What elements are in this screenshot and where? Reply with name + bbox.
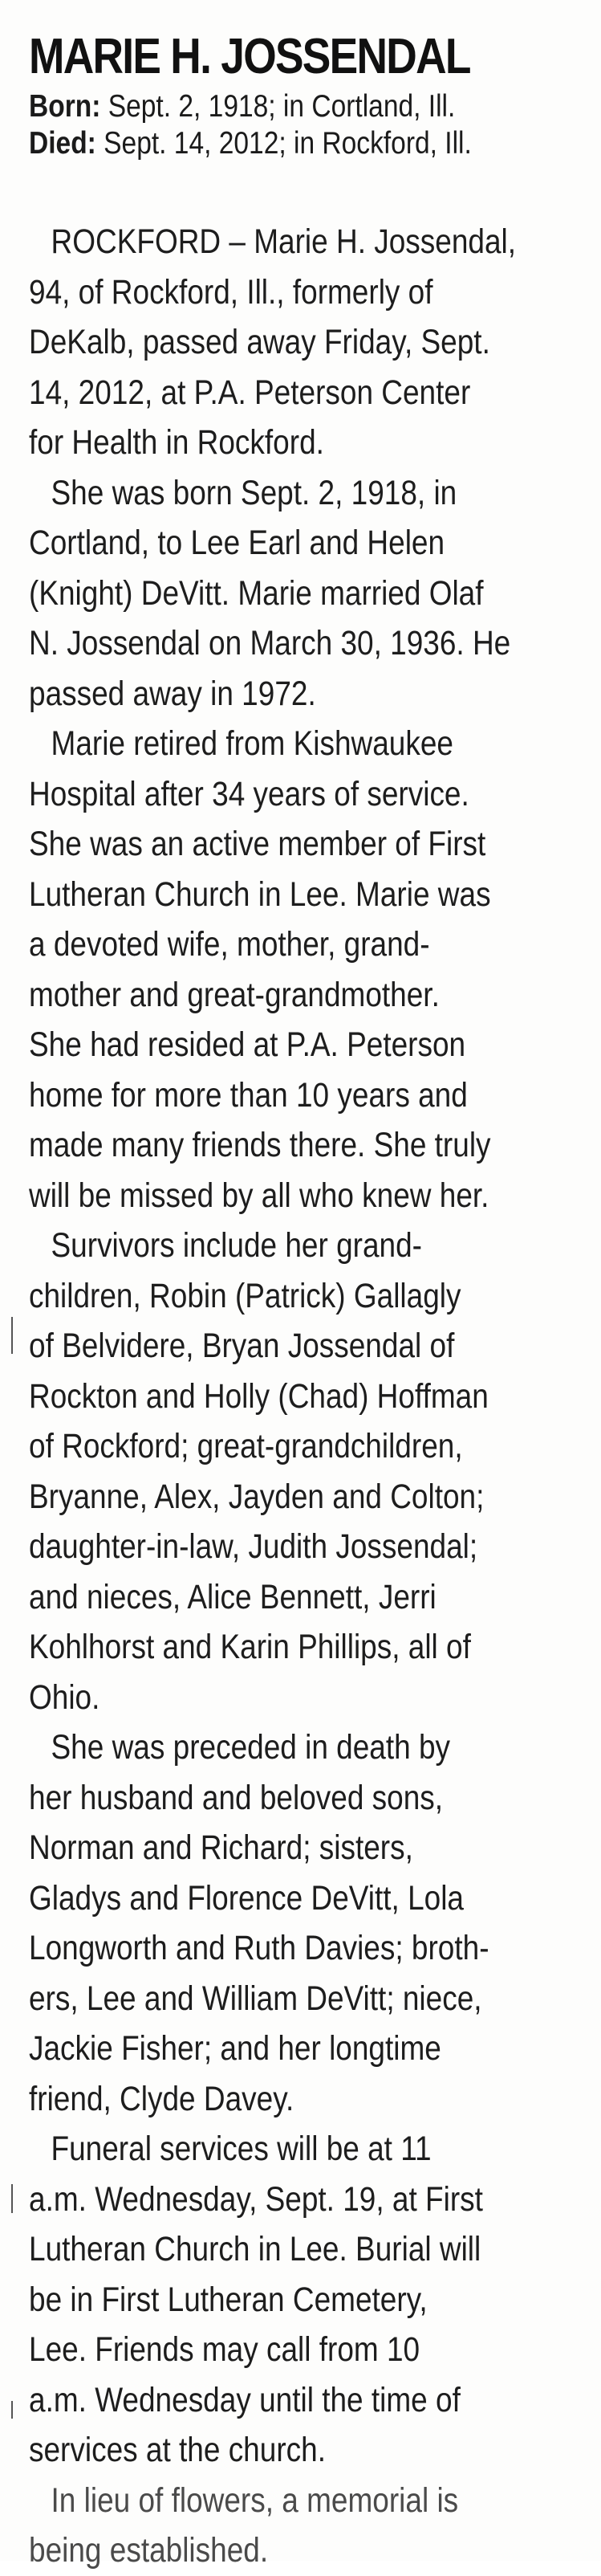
paragraph-line: friend, Clyde Davey. <box>29 2079 294 2118</box>
paragraph-line: services at the church. <box>29 2431 326 2469</box>
obituary-paragraph <box>29 1221 582 1722</box>
paragraph-line: be in First Lutheran Cemetery, <box>29 2280 428 2319</box>
paragraph-line: Longworth and Ruth Davies; broth- <box>29 1929 489 1967</box>
paragraph-line: for Health in Rockford. <box>29 423 324 462</box>
paragraph-line: being established. <box>29 2531 269 2570</box>
paragraph-line: children, Robin (Patrick) Gallagly <box>29 1276 461 1315</box>
paragraph-line: Funeral services will be at 11 <box>51 2130 432 2168</box>
paragraph-line: She was an active member of First <box>29 825 486 863</box>
paragraph-line: and nieces, Alice Bennett, Jerri <box>29 1577 437 1616</box>
paragraph-line: mother and great-grandmother. <box>29 975 440 1014</box>
paragraph-line: Marie retired from Kishwaukee <box>51 724 453 763</box>
paragraph-line: 14, 2012, at P.A. Peterson Center <box>29 373 471 412</box>
died-value: Sept. 14, 2012; in Rockford, Ill. <box>104 126 472 161</box>
margin-mark <box>11 2401 13 2419</box>
obituary-paragraph <box>29 217 582 468</box>
died-label: Died: <box>29 126 96 161</box>
paragraph-line: She was preceded in death by <box>51 1728 451 1767</box>
paragraph-line: of Rockford; great-grandchildren, <box>29 1427 463 1465</box>
paragraph-line: Lee. Friends may call from 10 <box>29 2330 420 2369</box>
paragraph-line: made many friends there. She truly <box>29 1126 491 1164</box>
paragraph-line: Gladys and Florence DeVitt, Lola <box>29 1878 464 1918</box>
paragraph-line: ers, Lee and William DeVitt; niece, <box>29 1979 482 2018</box>
obituary-paragraph <box>29 2124 582 2476</box>
paragraph-line: ROCKFORD – Marie H. Jossendal, <box>51 222 517 261</box>
obituary-paragraph <box>29 1722 582 2124</box>
paragraph-line: Bryanne, Alex, Jayden and Colton; <box>29 1477 485 1516</box>
paragraph-line: Lutheran Church in Lee. Burial will <box>29 2230 481 2268</box>
paragraph-line: DeKalb, passed away Friday, Sept. <box>29 323 490 361</box>
paragraph-line: passed away in 1972. <box>29 674 316 713</box>
paragraph-line: Ohio. <box>29 1677 100 1717</box>
born-label: Born: <box>29 89 101 124</box>
paragraph-line: a.m. Wednesday, Sept. 19, at First <box>29 2179 483 2219</box>
paragraph-line: will be missed by all who knew her. <box>29 1176 489 1215</box>
paragraph-line: (Knight) DeVitt. Marie married Olaf <box>29 573 484 613</box>
paragraph-line: In lieu of flowers, a memorial is <box>51 2480 459 2520</box>
obituary-name-heading: MARIE H. JOSSENDAL <box>29 29 470 84</box>
paragraph-line: Jackie Fisher; and her longtime <box>29 2029 441 2068</box>
paragraph-line: a devoted wife, mother, grand- <box>29 925 430 964</box>
paragraph-line: a.m. Wednesday until the time of <box>29 2380 461 2419</box>
born-value: Sept. 2, 1918; in Cortland, Ill. <box>108 89 456 124</box>
margin-mark <box>11 1317 13 1354</box>
paragraph-line: Rockton and Holly (Chad) Hoffman <box>29 1376 489 1416</box>
paragraph-line: She had resided at P.A. Peterson <box>29 1025 466 1064</box>
paragraph-line: Cortland, to Lee Earl and Helen <box>29 524 445 562</box>
paragraph-line: Kohlhorst and Karin Phillips, all of <box>29 1628 471 1666</box>
obituary-body <box>29 217 582 2576</box>
paragraph-line: 94, of Rockford, Ill., formerly of <box>29 272 433 312</box>
died-line <box>29 125 505 162</box>
born-line <box>29 88 505 125</box>
paragraph-line: of Belvidere, Bryan Jossendal of <box>29 1327 455 1365</box>
paragraph-line: home for more than 10 years and <box>29 1075 468 1115</box>
paragraph-line: Norman and Richard; sisters, <box>29 1828 413 1867</box>
paragraph-line: Lutheran Church in Lee. Marie was <box>29 874 491 914</box>
paragraph-line: daughter-in-law, Judith Jossendal; <box>29 1527 478 1566</box>
obituary-paragraph <box>29 719 582 1221</box>
paragraph-line: Hospital after 34 years of service. <box>29 774 469 813</box>
paragraph-line: her husband and beloved sons, <box>29 1778 444 1817</box>
paragraph-line: N. Jossendal on March 30, 1936. He <box>29 624 511 662</box>
paragraph-line: Survivors include her grand- <box>51 1226 422 1265</box>
paragraph-line: She was born Sept. 2, 1918, in <box>51 473 457 512</box>
obituary-paragraph <box>29 468 582 719</box>
margin-mark <box>11 2184 13 2213</box>
vital-dates <box>29 88 582 162</box>
